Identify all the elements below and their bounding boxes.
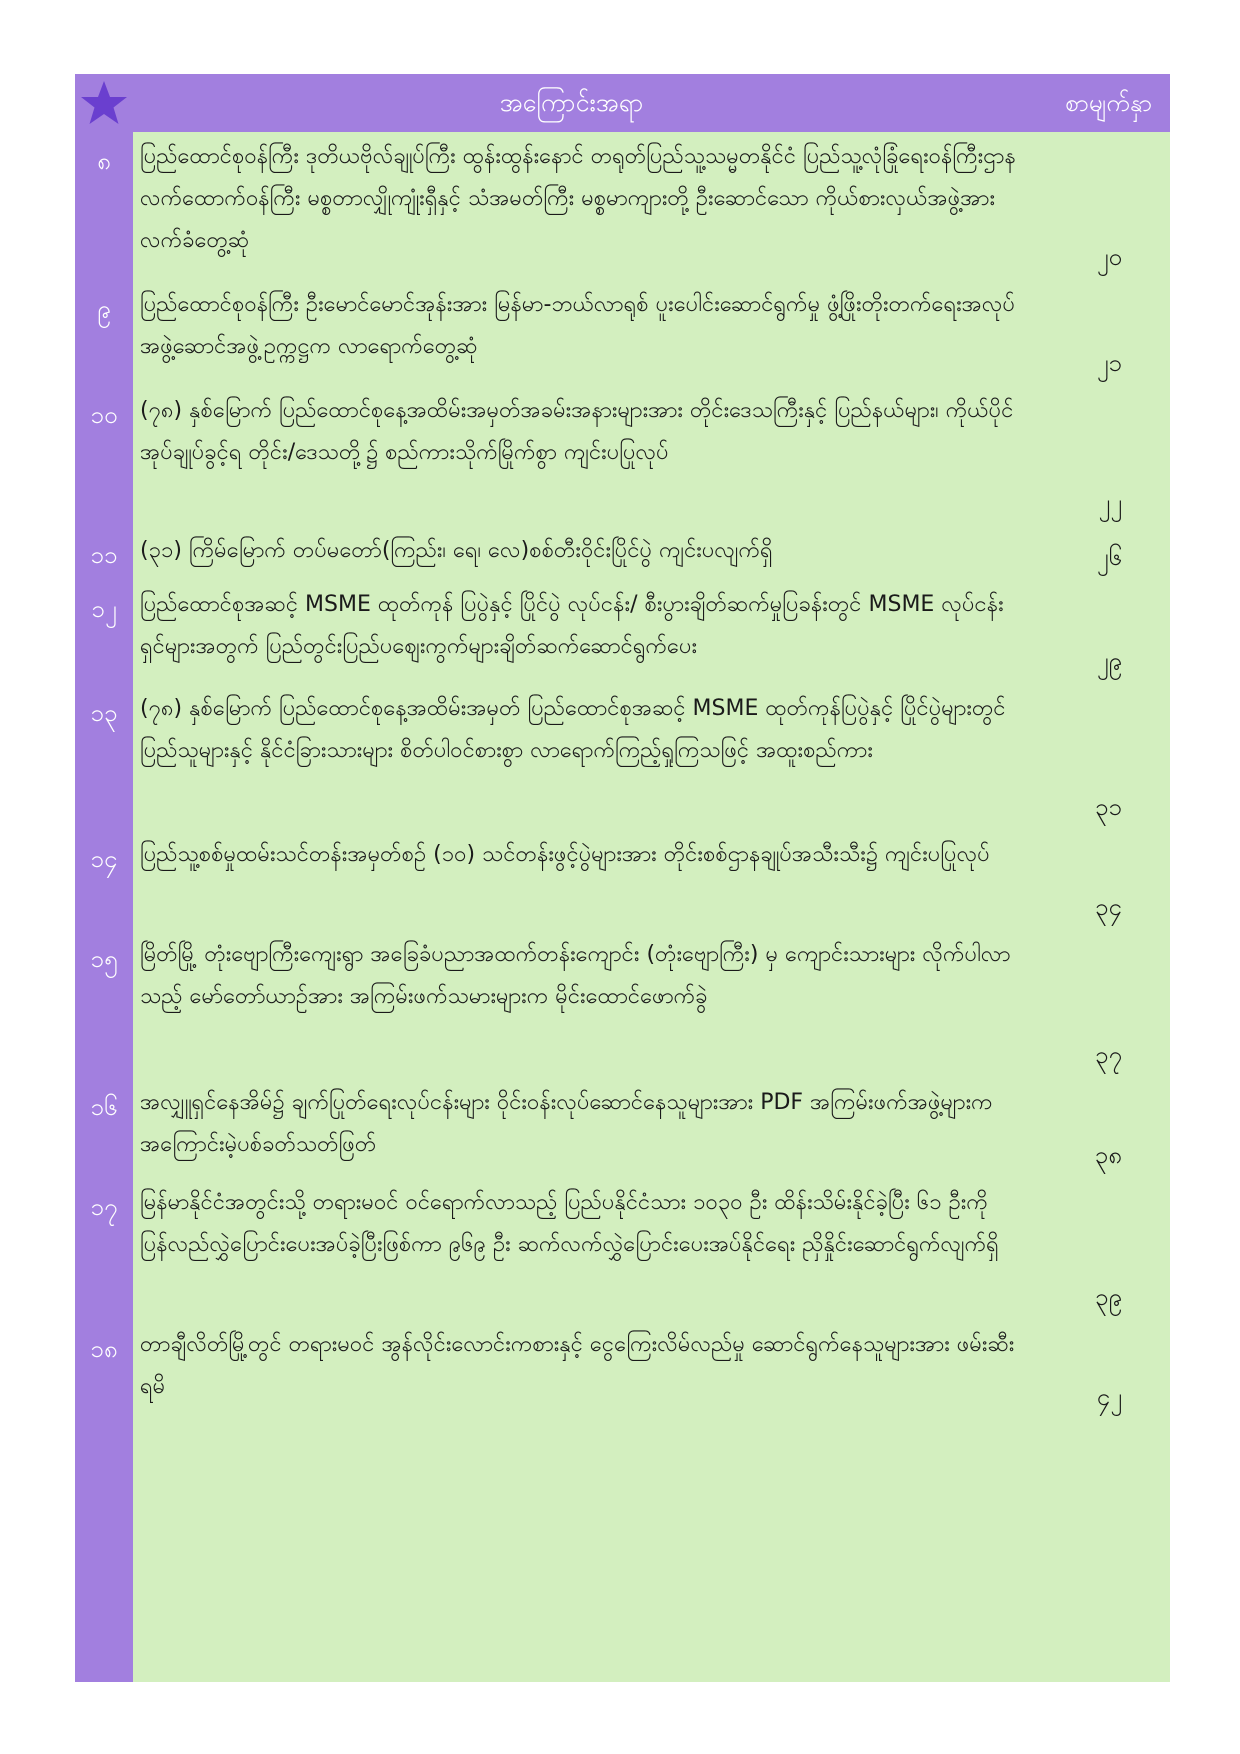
header-title: အကြောင်းအရာ — [499, 88, 644, 117]
entry-title: အလျှူရှင်နေအိမ်၌ ချက်ပြုတ်ရေးလုပ်ငန်းများ ဝိုင်းဝန်းလုပ်ဆောင်နေသူများအား PDF အကြမ်းဖက်အဖွဲ့များက အကြောင်းမဲ့ပစ်ခတ်သတ်ဖြတ် — [140, 1090, 993, 1157]
entry-page: ၂၉ — [1096, 647, 1122, 675]
toc-entry[interactable] — [75, 530, 1170, 584]
entry-title: (၇၈) နှစ်မြောက် ပြည်ထောင်စုနေ့အထိမ်းအမှတ် ပြည်ထောင်စုအဆင့် MSME ထုတ်ကုန်ပြပွဲနှင့် ပြိုင်ပွဲများတွင် ပြည်သူများနှင့် နိုင်ငံခြားသားများ စိတ်ပါဝင်စားစွာ လာရောက်ကြည့်ရှုကြသဖြင့် အထူးစည်ကား — [140, 696, 1006, 763]
entry-page: ၃၈ — [1094, 1141, 1122, 1169]
entry-number: ၁၀ — [90, 401, 118, 429]
entry-number: ၁၆ — [90, 1093, 118, 1121]
toc-entry[interactable] — [75, 284, 1170, 390]
toc-header — [133, 74, 1170, 132]
entry-number: ၁၂ — [91, 595, 117, 623]
entry-title: ပြည်ထောင်စုဝန်ကြီး ဒုတိယဗိုလ်ချုပ်ကြီး ထွန်းထွန်းနောင် တရုတ်ပြည်သူ့သမ္မတနိုင်ငံ ပြည်သူ့လုံခြုံရေးဝန်ကြီးဌာန လက်ထောက်ဝန်ကြီး မစ္စတာလျှိုကျုံးရှီနှင့် သံအမတ်ကြီး မစ္စမာကျားတို့ ဦးဆောင်သော ကိုယ်စားလှယ်အဖွဲ့အား လက်ခံတွေ့ဆုံ — [140, 144, 1016, 253]
toc-entry[interactable] — [75, 688, 1170, 834]
toc-entry[interactable] — [75, 1082, 1170, 1182]
toc-entry[interactable] — [75, 390, 1170, 530]
entry-page: ၂၆ — [1096, 543, 1122, 571]
entry-page: ၃၁ — [1095, 793, 1122, 821]
entry-page: ၃၄ — [1095, 893, 1122, 921]
entry-title: (၇၈) နှစ်မြောက် ပြည်ထောင်စုနေ့အထိမ်းအမှတ်အခမ်းအနားများအား တိုင်းဒေသကြီးနှင့် ပြည်နယ်များ၊ ကိုယ်ပိုင်အုပ်ချုပ်ခွင့်ရ တိုင်း/ဒေသတို့၌ စည်ကားသိုက်မြိုက်စွာ ကျင်းပပြုလုပ် — [140, 398, 1014, 465]
toc-entry[interactable] — [75, 1324, 1170, 1424]
entry-number: ၁၁ — [90, 541, 118, 569]
entry-title: ပြည်ထောင်စုအဆင့် MSME ထုတ်ကုန် ပြပွဲနှင့် ပြိုင်ပွဲ လုပ်ငန်း/ စီးပွားချိတ်ဆက်မှုပြခန်းတွင် MSME လုပ်ငန်းရှင်များအတွက် ပြည်တွင်းပြည်ပဈေးကွက်များချိတ်ဆက်ဆောင်ရွက်ပေး — [140, 592, 1004, 659]
entry-title: ပြည်သူ့စစ်မှုထမ်းသင်တန်းအမှတ်စဉ် (၁၀) သင်တန်းဖွင့်ပွဲများအား တိုင်းစစ်ဌာနချုပ်အသီးသီး၌ ကျင်းပပြုလုပ် — [140, 842, 990, 867]
entry-page: ၃၇ — [1095, 1041, 1122, 1069]
entry-number: ၁၅ — [90, 945, 118, 973]
entry-page: ၂၁ — [1096, 349, 1122, 377]
entry-title: ပြည်ထောင်စုဝန်ကြီး ဦးမောင်မောင်အုန်းအား မြန်မာ-ဘယ်လာရုစ် ပူးပေါင်းဆောင်ရွက်မှု ဖွံ့ဖြိုးတိုးတက်ရေးအလုပ်အဖွဲ့ဆောင်အဖွဲ့ဥက္ကဋ္ဌက လာရောက်တွေ့ဆုံ — [140, 292, 1016, 359]
entry-title: မြန်မာနိုင်ငံအတွင်းသို့ တရားမဝင် ဝင်ရောက်လာသည့် ပြည်ပနိုင်ငံသား ၁၀၃၀ ဦး ထိန်းသိမ်းနိုင်ခဲ့ပြီး ၆၁ ဦးကို ပြန်လည်လွှဲပြောင်းပေးအပ်ခဲ့ပြီးဖြစ်ကာ ၉၆၉ ဦး ဆက်လက်လွှဲပြောင်းပေးအပ်နိုင်ရေး ညှိနှိုင်းဆောင်ရွက်လျက်ရှိ — [140, 1190, 999, 1257]
entry-page: ၂၂ — [1098, 489, 1122, 517]
star-icon — [77, 78, 131, 128]
toc-entry[interactable] — [75, 136, 1170, 284]
entry-number: ၁၄ — [90, 845, 118, 873]
entry-number: ၁၈ — [90, 1335, 118, 1363]
entry-page: ၄၂ — [1096, 1383, 1122, 1411]
table-of-contents — [75, 74, 1170, 1682]
entry-page: ၂၀ — [1096, 243, 1122, 271]
header-page-label: စာမျက်နှာ — [1065, 89, 1152, 117]
entry-number: ၈ — [97, 147, 111, 175]
toc-entries — [75, 136, 1170, 1424]
entry-page: ၃၉ — [1095, 1283, 1122, 1311]
toc-entry[interactable] — [75, 1182, 1170, 1324]
entry-number: ၉ — [97, 295, 111, 323]
entry-number: ၁၇ — [90, 1193, 118, 1221]
entry-title: (၃၁) ကြိမ်မြောက် တပ်မတော်(ကြည်း၊ ရေ၊ လေ)စစ်တီးဝိုင်းပြိုင်ပွဲ ကျင်းပလျက်ရှိ — [140, 538, 773, 563]
entry-number: ၁၃ — [90, 699, 118, 727]
toc-entry[interactable] — [75, 834, 1170, 934]
toc-entry[interactable] — [75, 584, 1170, 688]
toc-entry[interactable] — [75, 934, 1170, 1082]
entry-title: တာချီလိတ်မြို့တွင် တရားမဝင် အွန်လိုင်းလောင်းကစားနှင့် ငွေကြေးလိမ်လည်မှု ဆောင်ရွက်နေသူများအား ဖမ်းဆီးရမိ — [140, 1332, 1015, 1399]
entry-title: မြိတ်မြို့ တုံးဗျောကြီးကျေးရွာ အခြေခံပညာအထက်တန်းကျောင်း (တုံးဗျောကြီး) မှ ကျောင်းသားများ လိုက်ပါလာသည့် မော်တော်ယာဉ်အား အကြမ်းဖက်သမားများက မိုင်းထောင်ဖောက်ခွဲ — [140, 942, 1011, 1009]
